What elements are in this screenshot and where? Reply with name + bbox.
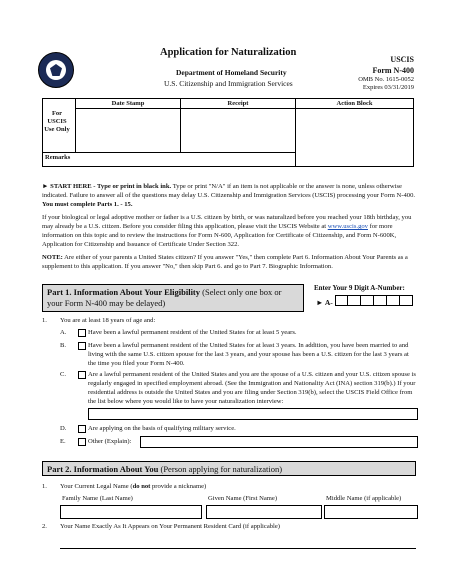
remarks-label: Remarks: [43, 153, 296, 167]
expiration-date: Expires 03/31/2019: [362, 84, 414, 91]
family-name-input[interactable]: [60, 505, 202, 519]
start-instructions: ► START HERE - Type or print in black ink. Type or print "N/A" if an item is not applicable or the answer is none, unless otherwise indicated. Failure to answer all of the questions may delay U.S. Citizenship and Immigration Services (USCIS) processing your Form N-400. You must complete Parts 1. - 15.: [42, 183, 416, 208]
agency-name: U.S. Citizenship and Immigration Services: [164, 79, 293, 88]
option-c-checkbox[interactable]: [78, 371, 86, 379]
option-d-checkbox[interactable]: [78, 425, 86, 433]
middle-name-input[interactable]: [324, 505, 418, 519]
option-b-letter: B.: [60, 342, 67, 349]
option-a-checkbox[interactable]: [78, 329, 86, 337]
department-name: Department of Homeland Security: [176, 68, 287, 77]
eligibility-intro: You are at least 18 years of age and:: [60, 317, 156, 324]
a-number-input[interactable]: [335, 295, 413, 306]
citizenship-note: If your biological or legal adoptive mother or father is a U.S. citizen by birth, or was naturalized before you reached your 18th birthday, you may already be a U.S. citizen. Before you consider filing this application, please visit the USCIS Website at www.uscis.gov for more information on this topic and to review the instructions for Form N-600, Application for Certificate of Citizenship, and Form N-600K, Application for Citizenship and Issuance of Certificate Under Section 322.: [42, 214, 412, 248]
date-stamp-header: Date Stamp: [76, 99, 181, 109]
permanent-resident-name-line: [60, 548, 416, 549]
dhs-seal-icon: [38, 52, 74, 88]
option-a-letter: A.: [60, 329, 67, 336]
uscis-website-link[interactable]: www.uscis.gov: [327, 223, 368, 230]
option-e-checkbox[interactable]: [78, 438, 86, 446]
q1-number: 1.: [42, 317, 47, 324]
option-d-text: Are applying on the basis of qualifying military service.: [88, 425, 236, 432]
parents-note: NOTE: Are either of your parents a United States citizen? If you answer "Yes," then complete Part 6. Information About Your Parents as a supplement to this application. If you answer "No," then skip Part 6. and go to Part 7. Biographic Information.: [42, 254, 408, 270]
uscis-use-only-label: For USCIS Use Only: [44, 110, 70, 133]
receipt-cell: [181, 109, 296, 153]
receipt-header: Receipt: [181, 99, 296, 109]
part2-header: Part 2. Information About You (Person applying for naturalization): [42, 461, 416, 476]
option-c-letter: C.: [60, 371, 67, 378]
uscis-use-table: [42, 98, 414, 167]
omb-number: OMB No. 1615-0052: [358, 76, 414, 83]
option-b-text: Have been a lawful permanent resident of the United States for at least 3 years. In addition, you have been married to and living with the same U.S. citizen spouse for the last 3 years, and your spouse has been a U.S. citizen for the last 3 years at the time you filed your Form N-400.: [88, 342, 409, 367]
form-title: Application for Naturalization: [160, 47, 297, 58]
option-b-checkbox[interactable]: [78, 342, 86, 350]
family-name-label: Family Name (Last Name): [62, 495, 133, 502]
option-a-text: Have been a lawful permanent resident of the United States for at least 5 years.: [88, 329, 297, 336]
action-block-header: Action Block: [296, 99, 414, 109]
q2-1-number: 1.: [42, 483, 47, 490]
other-explain-input[interactable]: [140, 436, 418, 448]
permanent-resident-name-question: Your Name Exactly As It Appears on Your Permanent Resident Card (if applicable): [60, 523, 280, 530]
form-number: Form N-400: [372, 66, 414, 75]
option-d-letter: D.: [60, 425, 67, 432]
q2-2-number: 2.: [42, 523, 47, 530]
a-number-label: Enter Your 9 Digit A-Number:: [314, 284, 405, 292]
action-block-cell: [296, 109, 414, 167]
legal-name-question: Your Current Legal Name (do not provide a nickname): [60, 483, 207, 490]
given-name-input[interactable]: [206, 505, 322, 519]
date-stamp-cell: [76, 109, 181, 153]
a-number-prefix: ► A-: [316, 298, 333, 307]
part1-header: Part 1. Information About Your Eligibility (Select only one box or your Form N-400 may be delayed): [42, 284, 304, 312]
uscis-label: USCIS: [390, 55, 414, 64]
option-c-text: Are a lawful permanent resident of the United States and you are the spouse of a U.S. citizen and your U.S. citizen spouse is regularly engaged in specified employment abroad. (See the Immigration and Nationality Act (INA) section 319(b).) If your residential address is outside the United States and you are filing under Section 319(b), select the USCIS Field Office from the list below where you would like to have your naturalization interview:: [88, 371, 416, 405]
uscis-field-office-select[interactable]: [88, 408, 418, 420]
option-e-text: Other (Explain):: [88, 438, 132, 445]
option-e-letter: E.: [60, 438, 66, 445]
given-name-label: Given Name (First Name): [208, 495, 278, 502]
middle-name-label: Middle Name (if applicable): [326, 495, 402, 502]
